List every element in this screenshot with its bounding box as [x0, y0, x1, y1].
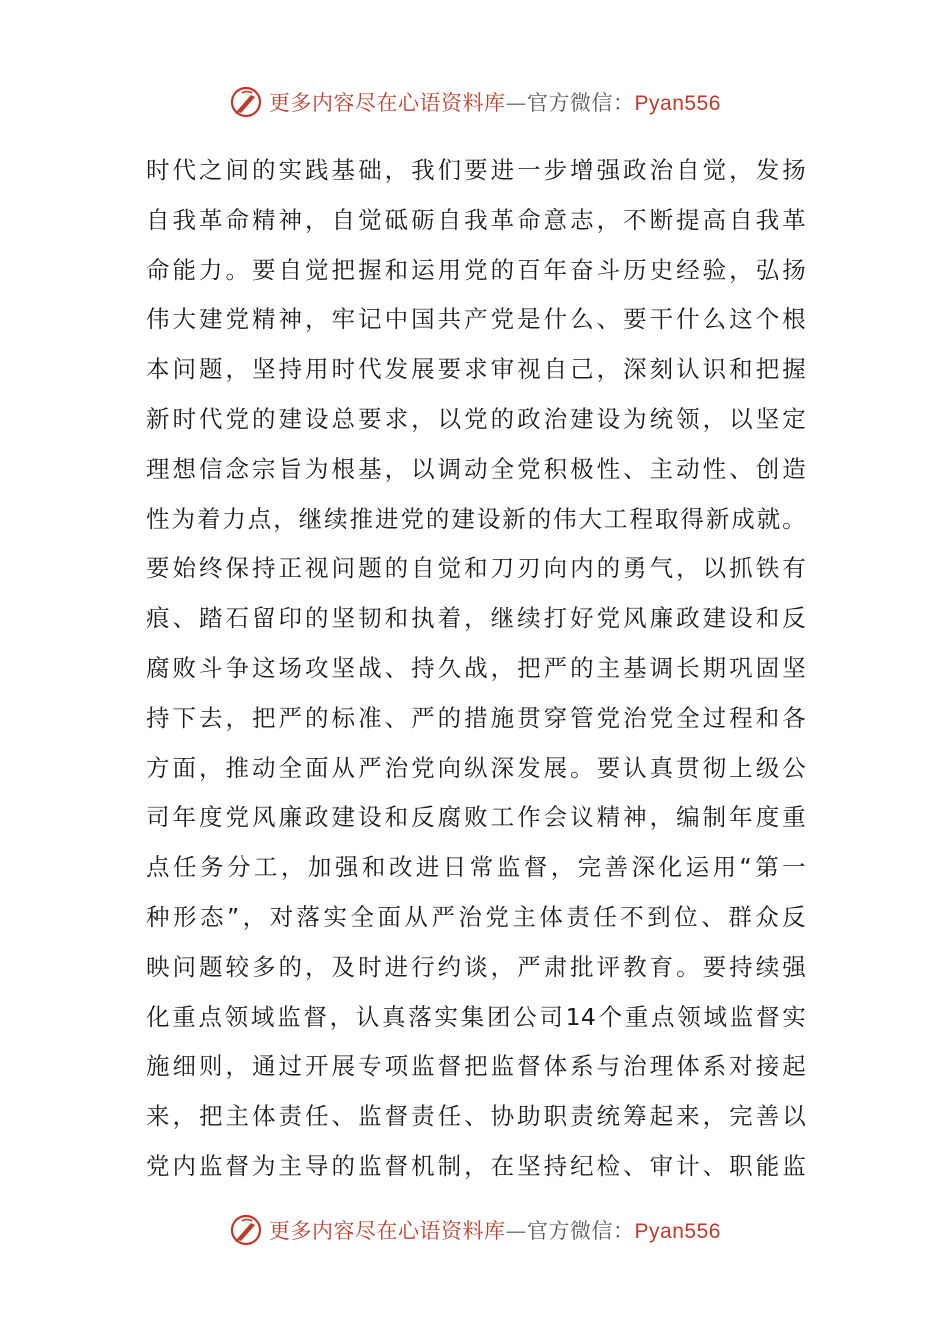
footer-wechat-id: Pyan556 [634, 1220, 721, 1243]
paragraph-line: 新时代党的建设总要求，以党的政治建设为统领，以坚定 [146, 404, 806, 433]
paragraph-line: 伟大建党精神，牢记中国共产党是什么、要干什么这个根 [146, 305, 806, 334]
paragraph-line: 要始终保持正视问题的自觉和刀刃向内的勇气，以抓铁有 [146, 554, 806, 583]
footer-banner [0, 1210, 950, 1250]
paragraph-line: 种形态”，对落实全面从严治党主体责任不到位、群众反 [146, 902, 806, 931]
paragraph-line: 方面，推动全面从严治党向纵深发展。要认真贯彻上级公 [146, 753, 806, 782]
paragraph-line: 腐败斗争这场攻坚战、持久战，把严的主基调长期巩固坚 [146, 653, 806, 682]
footer-text [269, 1215, 721, 1245]
header-wechat-id: Pyan556 [634, 92, 721, 115]
paragraph-line: 痕、踏石留印的坚韧和执着，继续打好党风廉政建设和反 [146, 604, 806, 633]
header-brand: 更多内容尽在心语资料库 [269, 91, 506, 115]
footer-separator: — [505, 1219, 528, 1243]
document-body [146, 146, 806, 1192]
paragraph-line: 映问题较多的，及时进行约谈，严肃批评教育。要持续强 [146, 952, 806, 981]
paragraph-line: 点任务分工，加强和改进日常监督，完善深化运用“第一 [146, 853, 806, 882]
paragraph-line: 持下去，把严的标准、严的措施贯穿管党治党全过程和各 [146, 703, 806, 732]
paragraph-line: 化重点领域监督，认真落实集团公司14个重点领域监督实 [146, 1002, 806, 1031]
paragraph-line: 理想信念宗旨为根基，以调动全党积极性、主动性、创造 [146, 454, 806, 483]
header-banner [0, 82, 950, 122]
paragraph-line: 自我革命精神，自觉砥砺自我革命意志，不断提高自我革 [146, 205, 806, 234]
header-separator: — [505, 91, 528, 115]
paragraph-line: 司年度党风廉政建设和反腐败工作会议精神，编制年度重 [146, 803, 806, 832]
header-label: 官方微信： [527, 91, 635, 115]
paragraph-line: 命能力。要自觉把握和运用党的百年奋斗历史经验，弘扬 [146, 255, 806, 284]
header-text [269, 87, 721, 117]
pen-nib-circle-icon [229, 1213, 263, 1247]
paragraph-line: 时代之间的实践基础，我们要进一步增强政治自觉，发扬 [146, 156, 806, 184]
pen-nib-circle-icon [229, 85, 263, 119]
paragraph-line: 性为着力点，继续推进党的建设新的伟大工程取得新成就。 [146, 504, 806, 533]
paragraph-line: 施细则，通过开展专项监督把监督体系与治理体系对接起 [146, 1052, 806, 1081]
footer-label: 官方微信： [527, 1219, 635, 1243]
paragraph-line: 来，把主体责任、监督责任、协助职责统筹起来，完善以 [146, 1102, 806, 1131]
paragraph-line: 本问题，坚持用时代发展要求审视自己，深刻认识和把握 [146, 355, 806, 384]
paragraph-line: 党内监督为主导的监督机制，在坚持纪检、审计、职能监 [146, 1151, 806, 1180]
footer-brand: 更多内容尽在心语资料库 [269, 1219, 506, 1243]
